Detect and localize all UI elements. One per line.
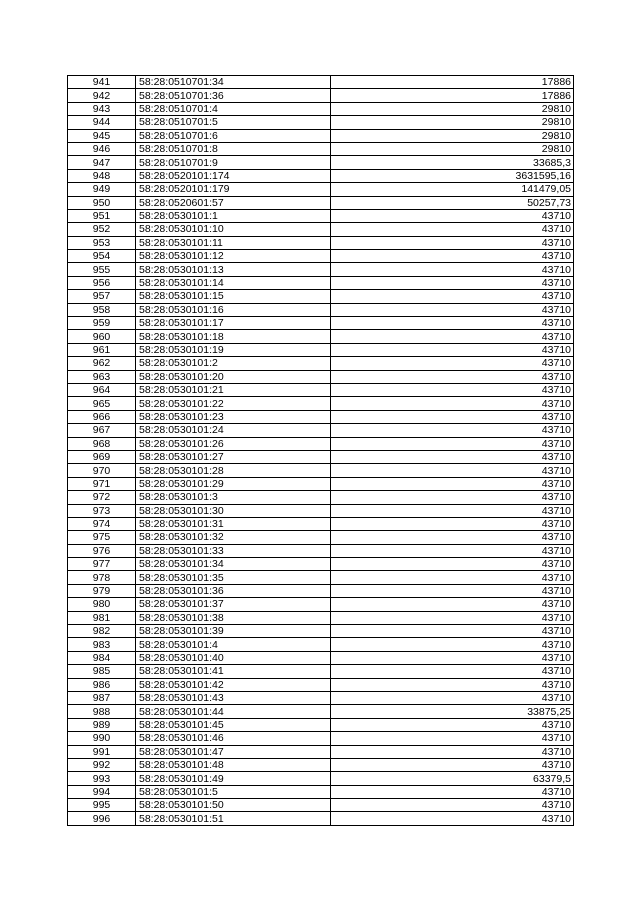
table-row — [68, 142, 574, 155]
table-row — [68, 812, 574, 825]
table-row — [68, 450, 574, 463]
row-number-cell: 991 — [68, 745, 136, 758]
table-row — [68, 76, 574, 89]
value-cell: 43710 — [331, 504, 574, 517]
cadastral-number-cell: 58:28:0530101:28 — [136, 464, 331, 477]
cadastral-number-cell: 58:28:0530101:45 — [136, 718, 331, 731]
row-number-cell: 968 — [68, 437, 136, 450]
value-cell: 43710 — [331, 477, 574, 490]
table-row — [68, 504, 574, 517]
table-row — [68, 611, 574, 624]
cadastral-number-cell: 58:28:0510701:6 — [136, 129, 331, 142]
value-cell: 43710 — [331, 437, 574, 450]
row-number-cell: 967 — [68, 424, 136, 437]
table-row — [68, 638, 574, 651]
value-cell: 43710 — [331, 303, 574, 316]
cadastral-number-cell: 58:28:0530101:43 — [136, 691, 331, 704]
cadastral-number-cell: 58:28:0530101:15 — [136, 290, 331, 303]
value-cell: 43710 — [331, 517, 574, 530]
cadastral-number-cell: 58:28:0510701:34 — [136, 76, 331, 89]
value-cell: 43710 — [331, 357, 574, 370]
row-number-cell: 976 — [68, 544, 136, 557]
value-cell: 43710 — [331, 424, 574, 437]
value-cell: 43710 — [331, 383, 574, 396]
cadastral-number-cell: 58:28:0530101:32 — [136, 531, 331, 544]
cadastral-number-cell: 58:28:0510701:5 — [136, 116, 331, 129]
cadastral-number-cell: 58:28:0510701:8 — [136, 142, 331, 155]
row-number-cell: 974 — [68, 517, 136, 530]
table-row — [68, 691, 574, 704]
table-row — [68, 116, 574, 129]
table-row — [68, 531, 574, 544]
table-row — [68, 330, 574, 343]
value-cell: 43710 — [331, 651, 574, 664]
value-cell: 43710 — [331, 758, 574, 771]
row-number-cell: 987 — [68, 691, 136, 704]
value-cell: 29810 — [331, 129, 574, 142]
table-row — [68, 89, 574, 102]
table-row — [68, 571, 574, 584]
cadastral-number-cell: 58:28:0530101:27 — [136, 450, 331, 463]
value-cell: 29810 — [331, 142, 574, 155]
cadastral-number-cell: 58:28:0530101:10 — [136, 223, 331, 236]
cadastral-number-cell: 58:28:0510701:9 — [136, 156, 331, 169]
cadastral-number-cell: 58:28:0530101:29 — [136, 477, 331, 490]
row-number-cell: 973 — [68, 504, 136, 517]
table-row — [68, 424, 574, 437]
value-cell: 50257,73 — [331, 196, 574, 209]
cadastral-number-cell: 58:28:0530101:40 — [136, 651, 331, 664]
cadastral-number-cell: 58:28:0530101:50 — [136, 799, 331, 812]
cadastral-number-cell: 58:28:0530101:33 — [136, 544, 331, 557]
table-row — [68, 276, 574, 289]
value-cell: 43710 — [331, 571, 574, 584]
table-row — [68, 651, 574, 664]
row-number-cell: 984 — [68, 651, 136, 664]
cadastral-number-cell: 58:28:0510701:36 — [136, 89, 331, 102]
row-number-cell: 982 — [68, 625, 136, 638]
table-row — [68, 129, 574, 142]
table-row — [68, 357, 574, 370]
cadastral-number-cell: 58:28:0530101:39 — [136, 625, 331, 638]
value-cell: 43710 — [331, 330, 574, 343]
table-row — [68, 558, 574, 571]
table-row — [68, 156, 574, 169]
cadastral-number-cell: 58:28:0530101:13 — [136, 263, 331, 276]
value-cell: 43710 — [331, 584, 574, 597]
table-row — [68, 584, 574, 597]
row-number-cell: 963 — [68, 370, 136, 383]
cadastral-number-cell: 58:28:0520101:179 — [136, 183, 331, 196]
row-number-cell: 978 — [68, 571, 136, 584]
row-number-cell: 948 — [68, 169, 136, 182]
row-number-cell: 979 — [68, 584, 136, 597]
value-cell: 43710 — [331, 263, 574, 276]
row-number-cell: 949 — [68, 183, 136, 196]
cadastral-number-cell: 58:28:0520101:174 — [136, 169, 331, 182]
cadastral-number-cell: 58:28:0530101:22 — [136, 397, 331, 410]
table-row — [68, 598, 574, 611]
table-row — [68, 785, 574, 798]
value-cell: 43710 — [331, 343, 574, 356]
row-number-cell: 981 — [68, 611, 136, 624]
row-number-cell: 994 — [68, 785, 136, 798]
cadastral-number-cell: 58:28:0530101:42 — [136, 678, 331, 691]
table-row — [68, 718, 574, 731]
table-row — [68, 397, 574, 410]
row-number-cell: 941 — [68, 76, 136, 89]
cadastral-number-cell: 58:28:0530101:36 — [136, 584, 331, 597]
row-number-cell: 983 — [68, 638, 136, 651]
value-cell: 43710 — [331, 236, 574, 249]
row-number-cell: 966 — [68, 410, 136, 423]
cadastral-number-cell: 58:28:0530101:3 — [136, 491, 331, 504]
table-row — [68, 477, 574, 490]
row-number-cell: 971 — [68, 477, 136, 490]
table-row — [68, 544, 574, 557]
cadastral-number-cell: 58:28:0530101:44 — [136, 705, 331, 718]
table-row — [68, 303, 574, 316]
cadastral-number-cell: 58:28:0530101:37 — [136, 598, 331, 611]
value-cell: 43710 — [331, 812, 574, 825]
table-row — [68, 745, 574, 758]
row-number-cell: 958 — [68, 303, 136, 316]
value-cell: 43710 — [331, 718, 574, 731]
table-row — [68, 665, 574, 678]
table-row — [68, 223, 574, 236]
value-cell: 43710 — [331, 785, 574, 798]
table-row — [68, 772, 574, 785]
cadastral-number-cell: 58:28:0530101:41 — [136, 665, 331, 678]
cadastral-number-cell: 58:28:0530101:34 — [136, 558, 331, 571]
cadastral-number-cell: 58:28:0530101:51 — [136, 812, 331, 825]
cadastral-number-cell: 58:28:0530101:20 — [136, 370, 331, 383]
value-cell: 33875,25 — [331, 705, 574, 718]
row-number-cell: 985 — [68, 665, 136, 678]
table-row — [68, 370, 574, 383]
value-cell: 43710 — [331, 598, 574, 611]
table-row — [68, 209, 574, 222]
cadastral-number-cell: 58:28:0530101:30 — [136, 504, 331, 517]
value-cell: 43710 — [331, 290, 574, 303]
cadastral-number-cell: 58:28:0530101:35 — [136, 571, 331, 584]
row-number-cell: 944 — [68, 116, 136, 129]
table-row — [68, 625, 574, 638]
row-number-cell: 962 — [68, 357, 136, 370]
value-cell: 43710 — [331, 544, 574, 557]
cadastral-number-cell: 58:28:0530101:24 — [136, 424, 331, 437]
value-cell: 43710 — [331, 558, 574, 571]
row-number-cell: 950 — [68, 196, 136, 209]
table-row — [68, 410, 574, 423]
value-cell: 43710 — [331, 209, 574, 222]
value-cell: 43710 — [331, 678, 574, 691]
cadastral-number-cell: 58:28:0520601:57 — [136, 196, 331, 209]
value-cell: 43710 — [331, 250, 574, 263]
value-cell: 43710 — [331, 691, 574, 704]
row-number-cell: 995 — [68, 799, 136, 812]
table-row — [68, 437, 574, 450]
value-cell: 43710 — [331, 370, 574, 383]
row-number-cell: 947 — [68, 156, 136, 169]
row-number-cell: 959 — [68, 317, 136, 330]
table-row — [68, 383, 574, 396]
cadastral-number-cell: 58:28:0530101:26 — [136, 437, 331, 450]
cadastral-number-cell: 58:28:0510701:4 — [136, 102, 331, 115]
row-number-cell: 943 — [68, 102, 136, 115]
table-row — [68, 317, 574, 330]
table-row — [68, 678, 574, 691]
table-row — [68, 464, 574, 477]
value-cell: 43710 — [331, 638, 574, 651]
row-number-cell: 990 — [68, 732, 136, 745]
value-cell: 43710 — [331, 223, 574, 236]
value-cell: 43710 — [331, 464, 574, 477]
cadastral-number-cell: 58:28:0530101:21 — [136, 383, 331, 396]
row-number-cell: 952 — [68, 223, 136, 236]
cadastral-number-cell: 58:28:0530101:31 — [136, 517, 331, 530]
table-row — [68, 517, 574, 530]
row-number-cell: 986 — [68, 678, 136, 691]
cadastral-number-cell: 58:28:0530101:48 — [136, 758, 331, 771]
table-row — [68, 250, 574, 263]
value-cell: 43710 — [331, 625, 574, 638]
row-number-cell: 970 — [68, 464, 136, 477]
row-number-cell: 960 — [68, 330, 136, 343]
cadastral-number-cell: 58:28:0530101:14 — [136, 276, 331, 289]
value-cell: 43710 — [331, 611, 574, 624]
value-cell: 43710 — [331, 732, 574, 745]
value-cell: 43710 — [331, 450, 574, 463]
table-row — [68, 705, 574, 718]
row-number-cell: 964 — [68, 383, 136, 396]
value-cell: 29810 — [331, 116, 574, 129]
cadastral-number-cell: 58:28:0530101:4 — [136, 638, 331, 651]
cadastral-number-cell: 58:28:0530101:11 — [136, 236, 331, 249]
row-number-cell: 955 — [68, 263, 136, 276]
table-row — [68, 343, 574, 356]
cadastral-number-cell: 58:28:0530101:19 — [136, 343, 331, 356]
cadastral-number-cell: 58:28:0530101:49 — [136, 772, 331, 785]
row-number-cell: 980 — [68, 598, 136, 611]
row-number-cell: 975 — [68, 531, 136, 544]
row-number-cell: 989 — [68, 718, 136, 731]
row-number-cell: 956 — [68, 276, 136, 289]
row-number-cell: 977 — [68, 558, 136, 571]
value-cell: 3631595,16 — [331, 169, 574, 182]
cadastral-number-cell: 58:28:0530101:23 — [136, 410, 331, 423]
row-number-cell: 954 — [68, 250, 136, 263]
row-number-cell: 953 — [68, 236, 136, 249]
table-row — [68, 102, 574, 115]
table-row — [68, 491, 574, 504]
table-row — [68, 183, 574, 196]
row-number-cell: 972 — [68, 491, 136, 504]
cadastral-number-cell: 58:28:0530101:2 — [136, 357, 331, 370]
table-row — [68, 263, 574, 276]
row-number-cell: 988 — [68, 705, 136, 718]
cadastral-number-cell: 58:28:0530101:1 — [136, 209, 331, 222]
value-cell: 63379,5 — [331, 772, 574, 785]
table-row — [68, 799, 574, 812]
table-row — [68, 169, 574, 182]
value-cell: 43710 — [331, 745, 574, 758]
row-number-cell: 961 — [68, 343, 136, 356]
row-number-cell: 969 — [68, 450, 136, 463]
value-cell: 43710 — [331, 799, 574, 812]
cadastral-number-cell: 58:28:0530101:12 — [136, 250, 331, 263]
value-cell: 43710 — [331, 491, 574, 504]
row-number-cell: 945 — [68, 129, 136, 142]
value-cell: 33685,3 — [331, 156, 574, 169]
row-number-cell: 965 — [68, 397, 136, 410]
cadastral-number-cell: 58:28:0530101:38 — [136, 611, 331, 624]
cadastral-number-cell: 58:28:0530101:46 — [136, 732, 331, 745]
table-row — [68, 732, 574, 745]
row-number-cell: 993 — [68, 772, 136, 785]
value-cell: 43710 — [331, 276, 574, 289]
row-number-cell: 942 — [68, 89, 136, 102]
table-row — [68, 758, 574, 771]
value-cell: 43710 — [331, 531, 574, 544]
value-cell: 29810 — [331, 102, 574, 115]
value-cell: 17886 — [331, 89, 574, 102]
cadastral-number-cell: 58:28:0530101:47 — [136, 745, 331, 758]
row-number-cell: 946 — [68, 142, 136, 155]
value-cell: 43710 — [331, 397, 574, 410]
row-number-cell: 992 — [68, 758, 136, 771]
table-row — [68, 290, 574, 303]
table-body — [68, 76, 574, 826]
cadastral-number-cell: 58:28:0530101:16 — [136, 303, 331, 316]
table-row — [68, 236, 574, 249]
row-number-cell: 996 — [68, 812, 136, 825]
value-cell: 17886 — [331, 76, 574, 89]
table-row — [68, 196, 574, 209]
value-cell: 43710 — [331, 317, 574, 330]
value-cell: 43710 — [331, 410, 574, 423]
cadastral-number-cell: 58:28:0530101:5 — [136, 785, 331, 798]
cadastral-value-table — [67, 75, 574, 826]
cadastral-number-cell: 58:28:0530101:18 — [136, 330, 331, 343]
value-cell: 141479,05 — [331, 183, 574, 196]
cadastral-number-cell: 58:28:0530101:17 — [136, 317, 331, 330]
row-number-cell: 951 — [68, 209, 136, 222]
value-cell: 43710 — [331, 665, 574, 678]
row-number-cell: 957 — [68, 290, 136, 303]
